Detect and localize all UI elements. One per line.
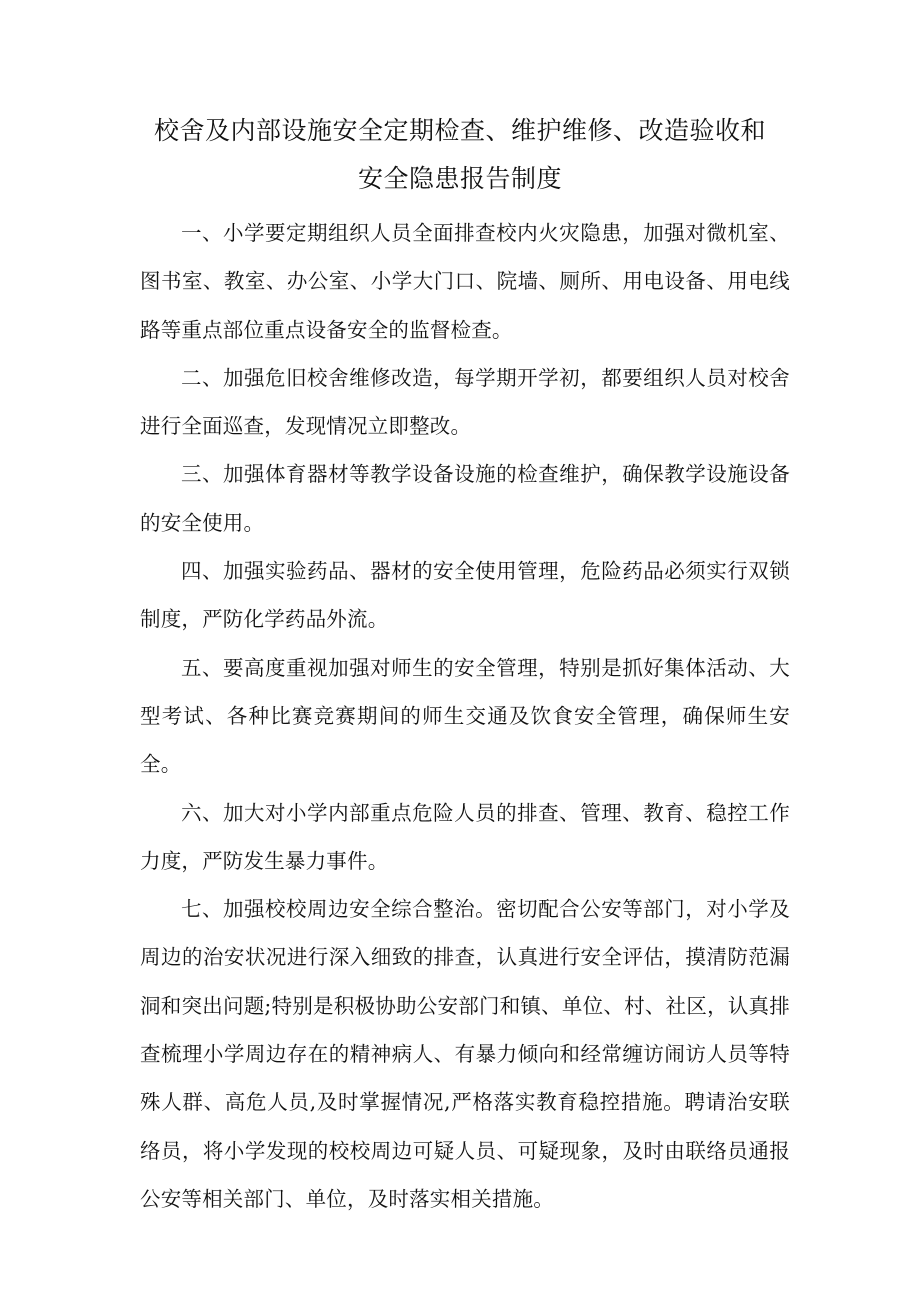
paragraph-6: 六、加大对小学内部重点危险人员的排查、管理、教育、稳控工作力度，严防发生暴力事件。: [140, 800, 790, 873]
document-body: [140, 209, 790, 1223]
document-title-line-2: 安全隐患报告制度: [357, 164, 562, 193]
paragraph-7: 七、加强校校周边安全综合整治。密切配合公安等部门，对小学及周边的治安状况进行深入细致的排查，认真进行安全评估，摸清防范漏洞和突出问题;特别是积极协助公安部门和镇、单位、村、社区，认真排查梳理小学周边存在的精神病人、有暴力倾向和经常缠访闹访人员等特殊人群、高危人员,及时掌握情况,严格落实教育稳控措施。聘请治安联络员，将小学发现的校校周边可疑人员、可疑现象，及时由联络员通报公安等相关部门、单位，及时落实相关措施。: [140, 897, 790, 1211]
paragraph-4: 四、加强实验药品、器材的安全使用管理，危险药品必须实行双锁制度，严防化学药品外流。: [140, 559, 790, 632]
paragraph-3: 三、加强体育器材等教学设备设施的检查维护，确保教学设施设备的安全使用。: [140, 462, 790, 535]
paragraph-1: 一、小学要定期组织人员全面排查校内火灾隐患，加强对微机室、图书室、教室、办公室、小学大门口、院墙、厕所、用电设备、用电线路等重点部位重点设备安全的监督检查。: [140, 221, 790, 342]
document-title-line-1: 校舍及内部设施安全定期检查、维护维修、改造验收和: [153, 116, 766, 145]
paragraph-5: 五、要高度重视加强对师生的安全管理，特别是抓好集体活动、大型考试、各种比赛竞赛期间的师生交通及饮食安全管理，确保师生安全。: [140, 655, 790, 777]
paragraph-2: 二、加强危旧校舍维修改造，每学期开学初，都要组织人员对校舍进行全面巡查，发现情况立即整改。: [140, 365, 790, 439]
